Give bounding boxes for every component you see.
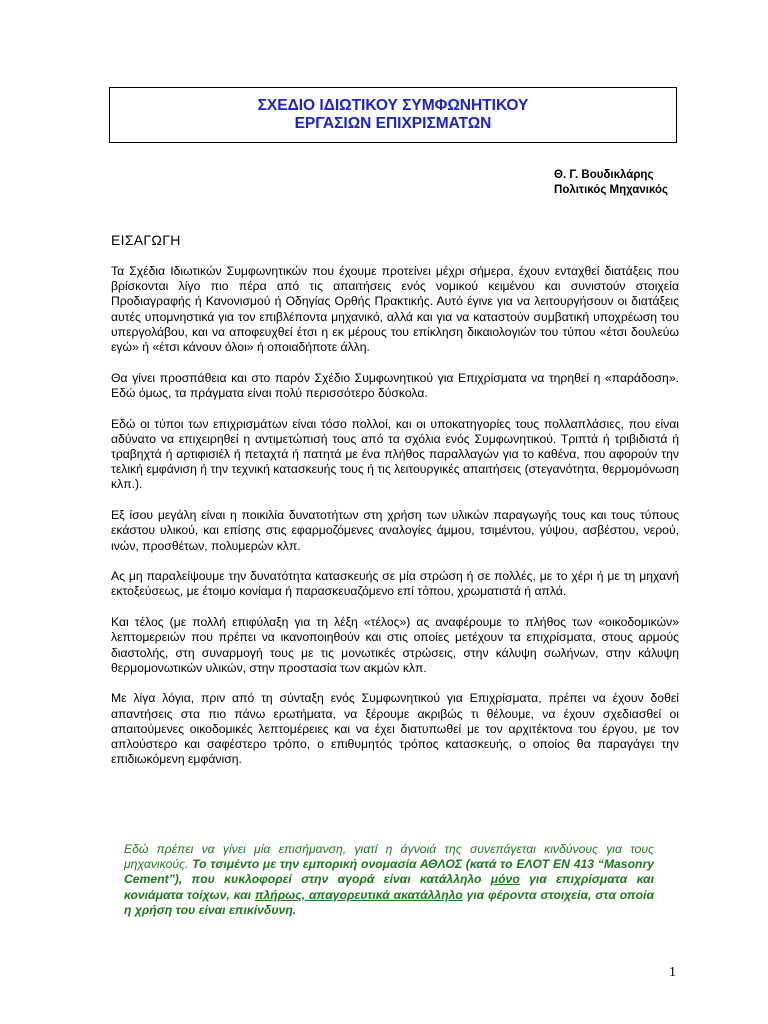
author-block [554,168,668,198]
note-only-underlined: μόνο [490,872,520,887]
author-name: Θ. Γ. Βουδικλάρης [554,169,654,181]
paragraph-7: Με λίγα λόγια, πριν από τη σύνταξη ενός Συμφωνητικού για Επιχρίσματα, πρέπει να έχουν δοθεί απαντήσεις στα πιο πάνω ερωτήματα, να ξέρουμε ακριβώς τι θέλουμε, να έχουν σχεδιασθεί οι απαιτούμενες οικοδομικές λεπτομέρειες και να έχει διατυπωθεί με τον αρχιτέκτονα του έργου, με τον απλούστερο και σαφέστερο τρόπο, ο επιθυμητός τρόπος κατασκευής, ο οποίος θα παραγάγει την επιδιωκόμενη εμφάνιση. [111,691,679,767]
paragraph-2: Θα γίνει προσπάθεια και στο παρόν Σχέδιο Συμφωνητικού για Επιχρίσματα να τηρηθεί η «παράδοση». Εδώ όμως, τα πράγματα είναι πολύ περισσότερο δύσκολα. [111,370,679,400]
section-heading: ΕΙΣΑΓΩΓΗ [111,232,181,248]
paragraph-6: Και τέλος (με πολλή επιφύλαξη για τη λέξη «τέλος») ας αναφέρουμε το πλήθος των «οικοδομικών» λεπτομερειών που πρέπει να ικανοποιηθούν και στις οποίες μετέχουν τα επιχρίσματα, στους αρμούς διαστολής, στη συναρμογή τους με τις μονωτικές στρώσεις, στην κάλυψη σωλήνων, στην κάλυψη θερμομονωτικών υλικών, στην προστασία των ακμών κλπ. [111,615,679,675]
note-usage-text: για επιχρίσματα και κονιάματα τοίχων, και [124,872,654,902]
note-intro: Εδώ πρέπει να γίνει μία επισήμανση, γιατί η άγνοιά της συνεπάγεται κινδύνους για τους μηχανικούς. [124,842,654,872]
paragraph-5: Ας μη παραλείψουμε την δυνατότητα κατασκευής σε μία στρώση ή σε πολλές, με το χέρι ή με τη μηχανή εκτοξεύσεως, με έτοιμο κονίαμα ή παρασκευαζόμενο επί τόπου, χρωματιστά ή απλά. [111,569,679,599]
note-unsuitable-underlined: πλήρως, απαγορευτικά ακατάλληλο [254,887,463,902]
paragraph-1: Τα Σχέδια Ιδιωτικών Συμφωνητικών που έχουμε προτείνει μέχρι σήμερα, έχουν ενταχθεί διατάξεις που βρίσκονται λίγο πιο πέρα από τις απαιτήσεις ενός νομικού κειμένου και συνιστούν στοιχεία Προδιαγραφής ή Κανονισμού ή Οδηγίας Ορθής Πρακτικής. Αυτό έγινε για να λειτουργήσουν οι διατάξεις αυτές υπομνηστικά για τον επιβλέποντα μηχανικό, αλλά και για να καταστούν συμβατική υποχρέωση του υπεργολάβου, και να αποφευχθεί έτσι η εκ μέρους του επίκληση δικαιολογιών του τύπου «έτσι δουλεύω εγώ» ή «έτσι κάνουν όλοι» ή οποιαδήποτε άλλη. [111,264,679,355]
note-danger-text: για φέροντα στοιχεία, στα οποία η χρήση του είναι επικίνδυνη. [124,887,655,917]
paragraph-4: Εξ ίσου μεγάλη είναι η ποικιλία δυνατοτήτων στη χρήση των υλικών παραγωγής τους και τους τύπους εκάστου υλικού, και επίσης στις εφαρμοζόμενες αναλογίες άμμου, τσιμέντου, γύψου, ασβέστου, νερού, ινών, προσθέτων, πολυμερών κλπ. [111,508,679,553]
title-line-1: ΣΧΕΔΙΟ ΙΔΙΩΤΙΚΟΥ ΣΥΜΦΩΝΗΤΙΚΟΥ [257,97,529,114]
title-line-2: ΕΡΓΑΣΙΩΝ ΕΠΙΧΡΙΣΜΑΤΩΝ [294,115,492,132]
note-cement-text: Το τσιμέντο με την εμπορική ονομασία ΑΘΛΟΣ (κατά το ΕΛΟΤ ΕΝ 413 “Masonry Cement”), που κυκλοφορεί στην αγορά είναι κατάλληλο [124,857,654,887]
page-number: 1 [669,965,676,980]
body-text [111,264,679,783]
paragraph-3: Εδώ οι τύποι των επιχρισμάτων είναι τόσο πολλοί, και οι υποκατηγορίες τους πολλαπλάσιες, που είναι αδύνατο να επιχειρηθεί η αντιμετώπισή τους από τα σχόλια ενός Συμφωνητικού. Τριπτά ή τριβιδιστά ή τραβηχτά ή αρτιφισιέλ ή πεταχτά ή πατητά με ένα πλήθος παραλλαγών για το καθένα, που αφορούν την τελική εμφάνιση ή την τεχνική κατασκευής τους ή τις λειτουργικές απαιτήσεις (στεγανότητα, θερμομόνωση κλπ.). [111,416,679,492]
document-title-box [109,87,677,143]
warning-note [124,842,654,918]
author-role: Πολιτικός Μηχανικός [554,184,668,196]
